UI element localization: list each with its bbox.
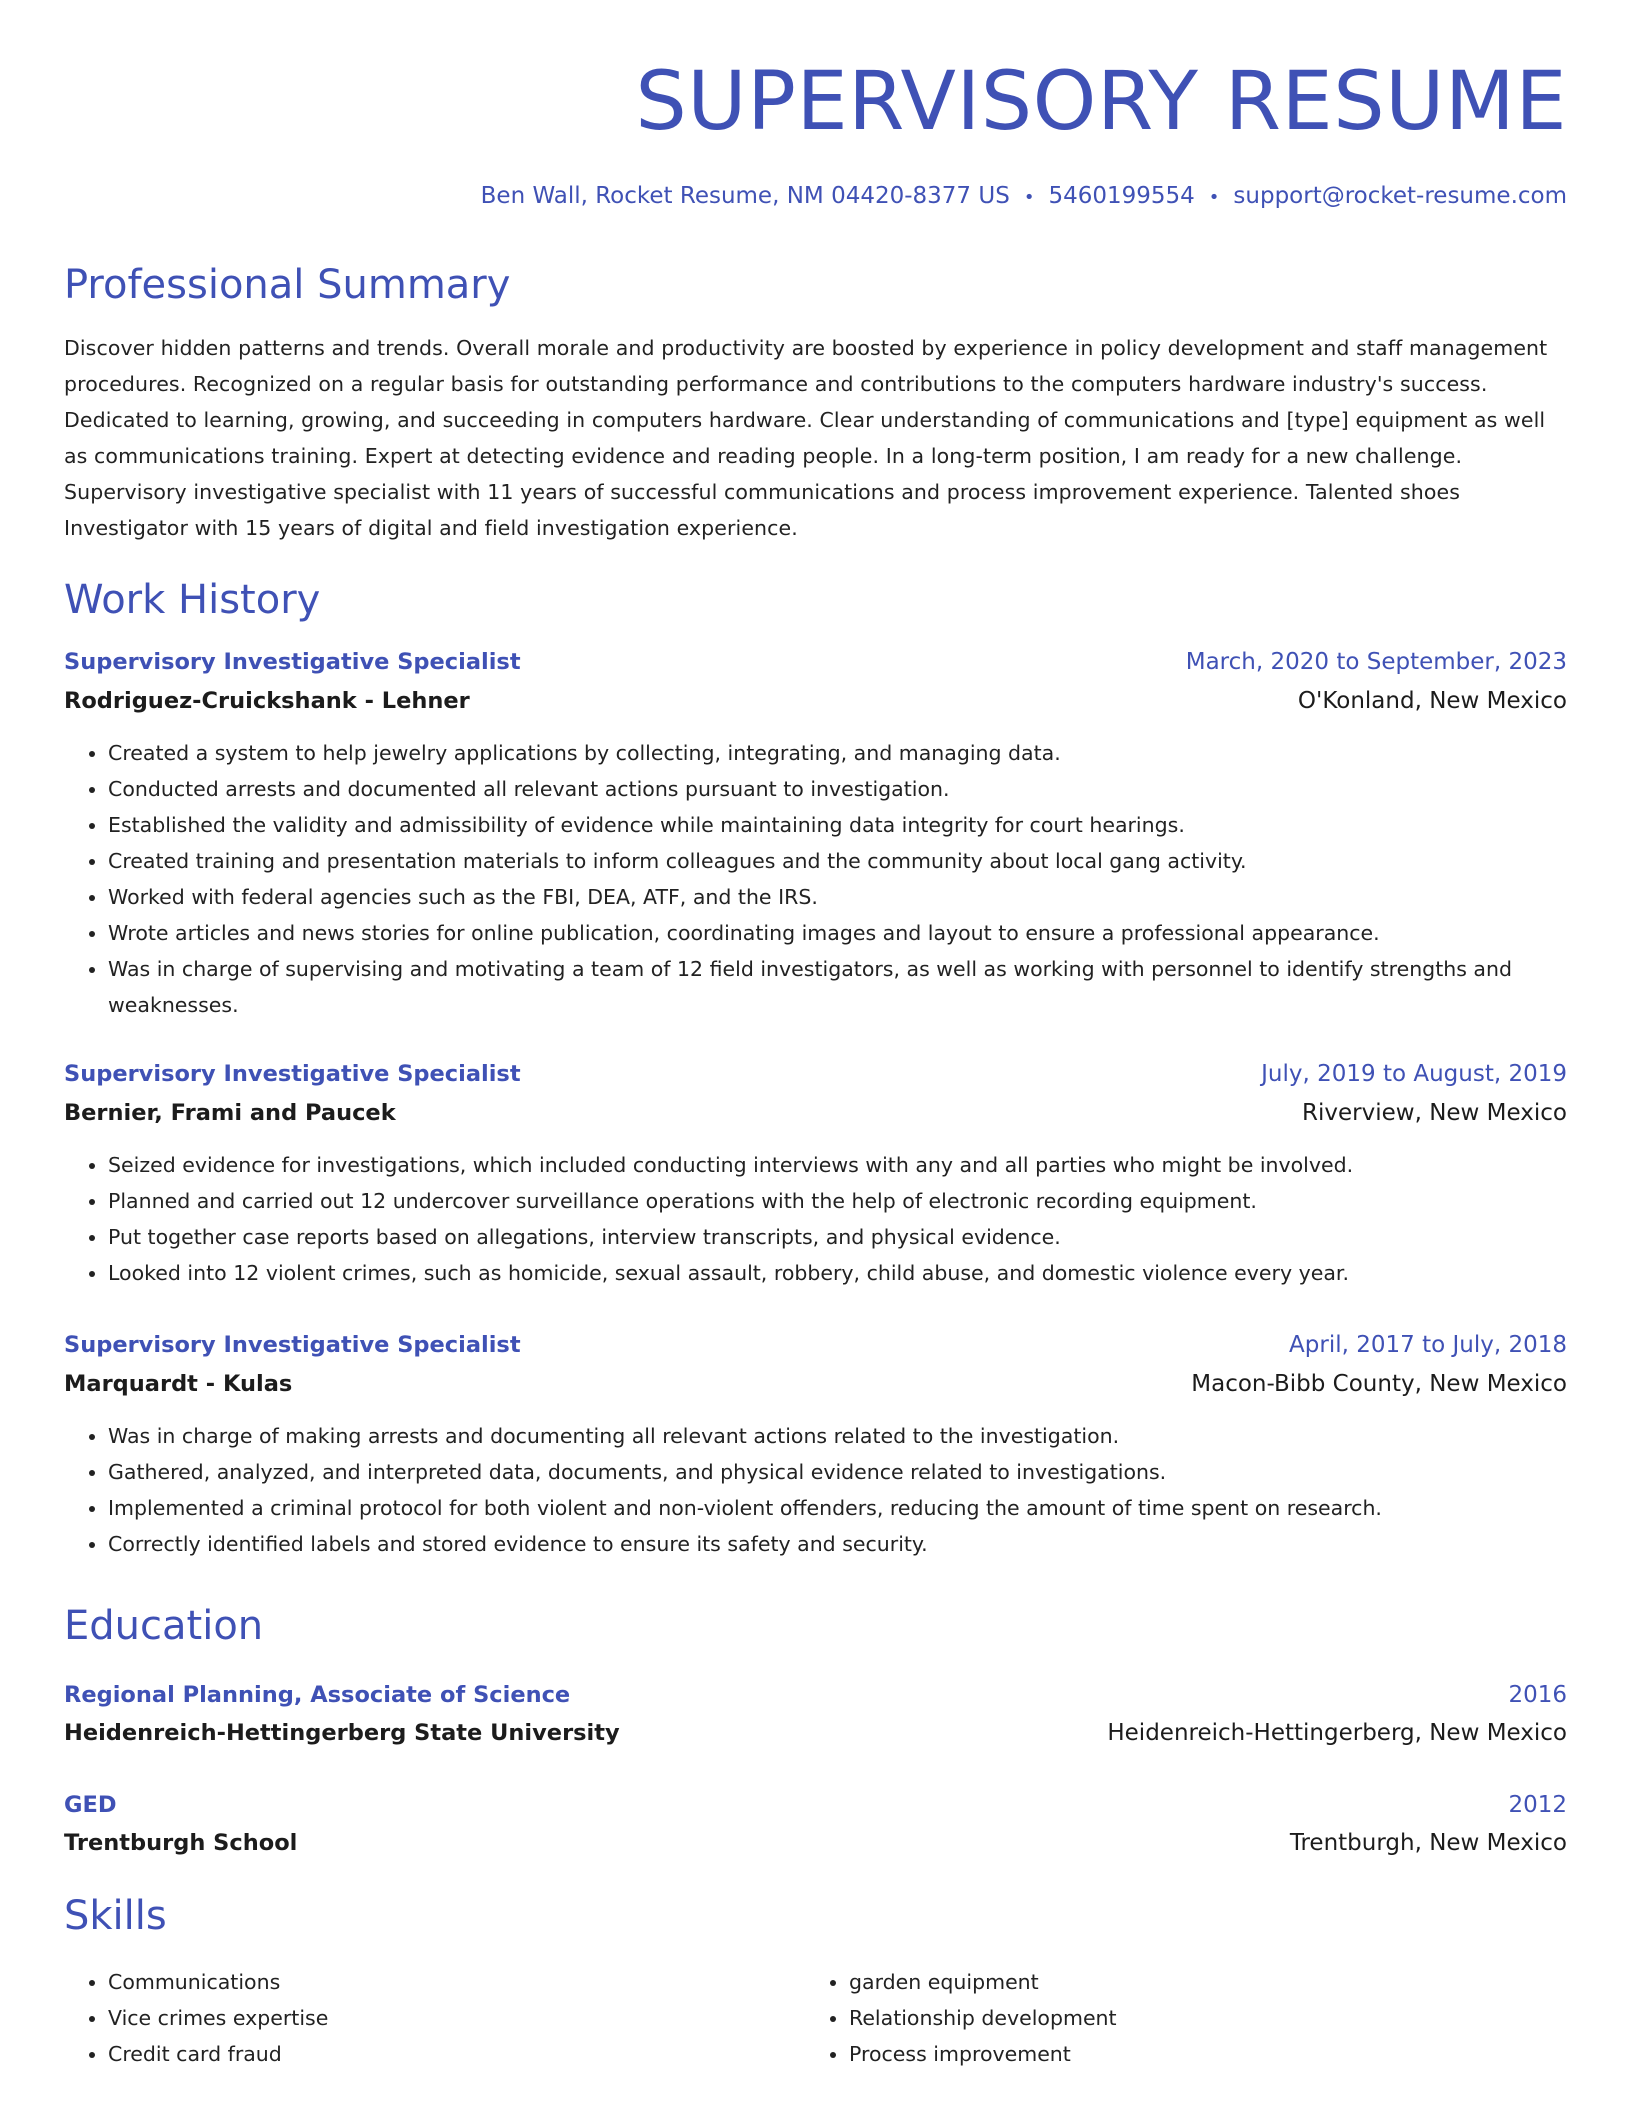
job-entry [64,1056,1567,1291]
job-bullet: • Implemented a criminal protocol for both violent and non-violent offenders, reducing the amount of time spent on research. [108,1490,1567,1526]
job-dates: March, 2020 to September, 2023 [1185,649,1567,675]
education-year: 2016 [1508,1682,1567,1708]
job-entry [64,1327,1567,1562]
education-year: 2012 [1508,1792,1567,1818]
contact-separator: • [1023,187,1035,208]
contact-separator: • [1208,187,1220,208]
job-company: Rodriguez-Cruickshank - Lehner [64,688,470,714]
job-bullets [64,1418,1567,1562]
education-school: Trentburgh School [64,1830,298,1856]
skills-column-right [805,1964,1546,2072]
skill-item: • Communications [108,1964,805,2000]
job-title: Supervisory Investigative Specialist [64,649,521,675]
job-bullet: • Gathered, analyzed, and interpreted data, documents, and physical evidence related to investigations. [108,1454,1567,1490]
work-history-section [64,575,1567,625]
job-bullet: • Put together case reports based on allegations, interview transcripts, and physical evidence. [108,1219,1567,1255]
education-location: Trentburgh, New Mexico [1289,1830,1567,1856]
job-title: Supervisory Investigative Specialist [64,1332,521,1358]
skills-section [64,1891,1567,1941]
education-location: Heidenreich-Hettingerberg, New Mexico [1107,1720,1567,1746]
work-history-heading: Work History [64,577,321,623]
education-degree: Regional Planning, Associate of Science [64,1682,571,1708]
skill-item: • Process improvement [849,2036,1546,2072]
skill-item: • Vice crimes expertise [108,2000,805,2036]
job-bullets [64,735,1567,1023]
skill-item: • Credit card fraud [108,2036,805,2072]
summary-section [64,260,1567,310]
contact-address: Ben Wall, Rocket Resume, NM 04420-8377 US [480,183,1010,209]
job-dates: July, 2019 to August, 2019 [1261,1061,1567,1087]
job-bullet: • Seized evidence for investigations, which included conducting interviews with any and all parties who might be involved. [108,1147,1567,1183]
contact-email[interactable]: support@rocket-resume.com [1233,183,1567,209]
job-bullet: • Was in charge of supervising and motivating a team of 12 field investigators, as well as working with personnel to identify strengths and weaknesses. [108,951,1567,1023]
job-company: Bernier, Frami and Paucek [64,1100,396,1126]
job-location: Macon-Bibb County, New Mexico [1191,1371,1567,1397]
skills-heading: Skills [64,1893,167,1939]
summary-heading: Professional Summary [64,262,511,308]
job-bullet: • Created training and presentation materials to inform colleagues and the community about local gang activity. [108,843,1567,879]
job-dates: April, 2017 to July, 2018 [1289,1332,1567,1358]
resume-title: SUPERVISORY RESUME [635,55,1567,149]
job-location: O'Konland, New Mexico [1297,688,1567,714]
skill-item: • Relationship development [849,2000,1546,2036]
job-bullet: • Established the validity and admissibility of evidence while maintaining data integrity for court hearings. [108,807,1567,843]
job-bullet: • Worked with federal agencies such as the FBI, DEA, ATF, and the IRS. [108,879,1567,915]
job-bullet: • Was in charge of making arrests and documenting all relevant actions related to the investigation. [108,1418,1567,1454]
job-bullet: • Looked into 12 violent crimes, such as homicide, sexual assault, robbery, child abuse, and domestic violence every year. [108,1255,1567,1291]
education-school: Heidenreich-Hettingerberg State University [64,1720,620,1746]
job-bullet: • Correctly identified labels and stored evidence to ensure its safety and security. [108,1526,1567,1562]
education-section [64,1601,1567,1651]
job-location: Riverview, New Mexico [1302,1100,1567,1126]
job-bullets [64,1147,1567,1291]
summary-body [64,330,1567,546]
contact-line [481,180,1567,214]
contact-phone[interactable]: 5460199554 [1048,183,1195,209]
job-title: Supervisory Investigative Specialist [64,1061,521,1087]
education-degree: GED [64,1792,117,1818]
skill-item: • garden equipment [849,1964,1546,2000]
education-entry [64,1677,1567,1751]
skills-list [64,1964,1567,2072]
summary-text: Discover hidden patterns and trends. Overall morale and productivity are boosted by experience in policy development and staff management procedures. Recognized on a regular basis for outstanding performance and contributions to the computers hardware industry's success. Dedicated to learning, growing, and succeeding in computers hardware. Clear understanding of communications and [type] equipment as well as communications training. Expert at detecting evidence and reading people. In a long-term position, I am ready for a new challenge. Supervisory investigative specialist with 11 years of successful communications and process improvement experience. Talented shoes Investigator with 15 years of digital and field investigation experience. [64,336,1548,540]
job-bullet: • Planned and carried out 12 undercover surveillance operations with the help of electronic recording equipment. [108,1183,1567,1219]
job-bullet: • Wrote articles and news stories for online publication, coordinating images and layout to ensure a professional appearance. [108,915,1567,951]
job-company: Marquardt - Kulas [64,1371,293,1397]
job-bullet: • Conducted arrests and documented all relevant actions pursuant to investigation. [108,771,1567,807]
job-entry [64,644,1567,1023]
skills-column-left [64,1964,805,2072]
education-heading: Education [64,1603,264,1649]
education-entry [64,1787,1567,1861]
job-bullet: • Created a system to help jewelry applications by collecting, integrating, and managing data. [108,735,1567,771]
